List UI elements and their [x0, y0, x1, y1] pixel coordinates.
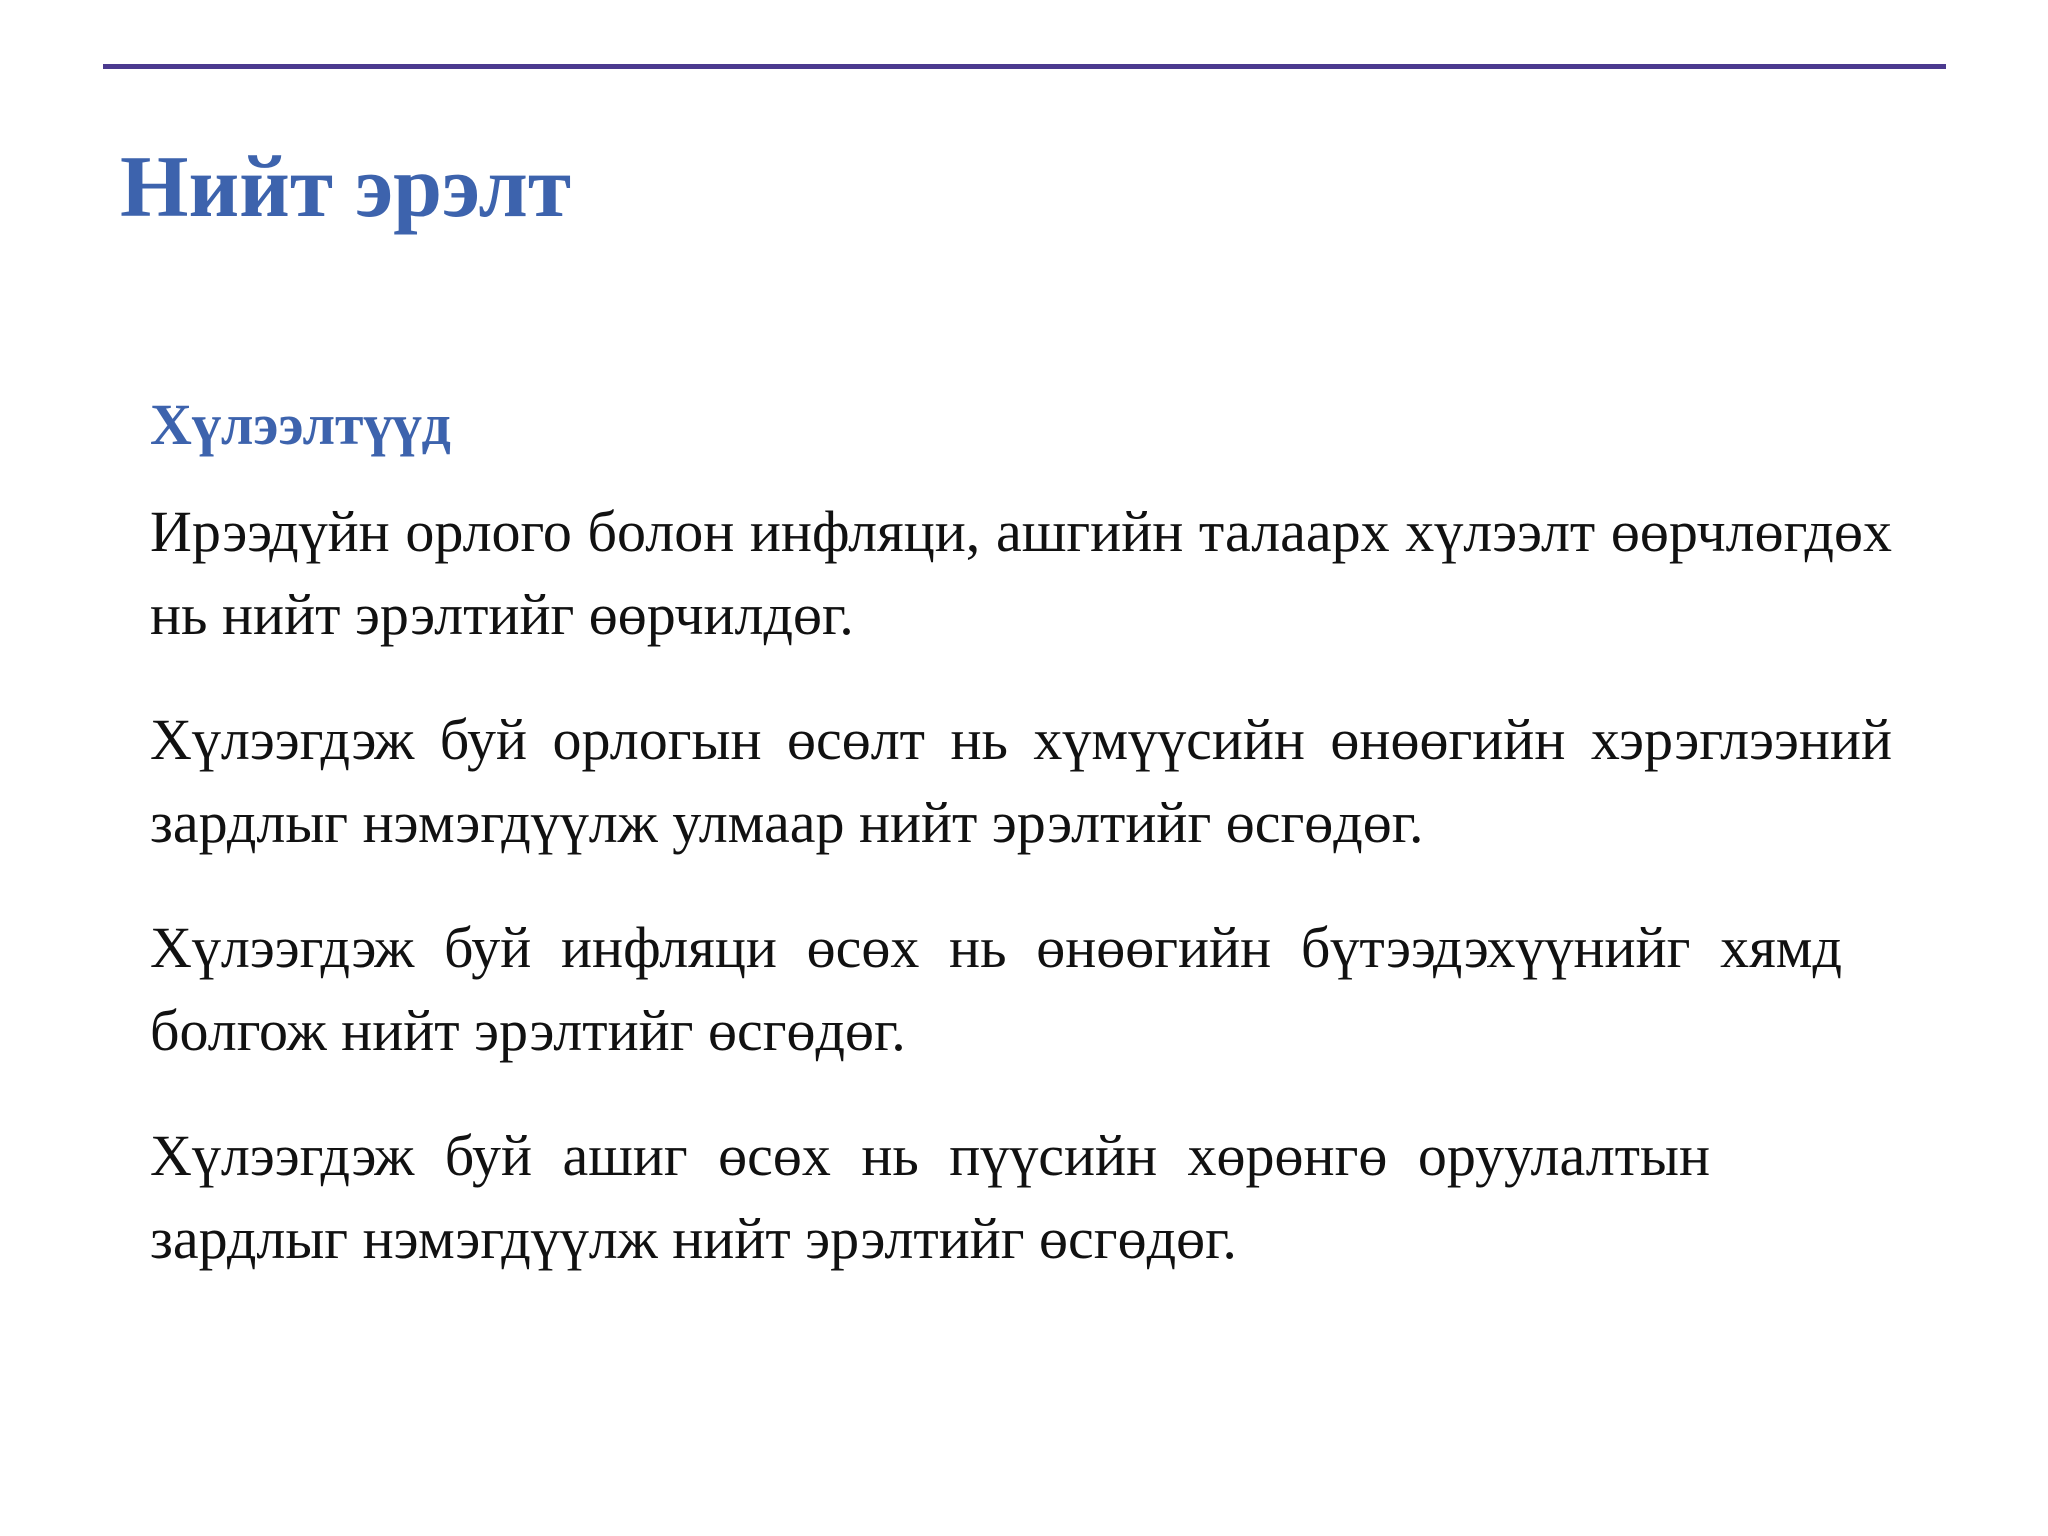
slide-title: Нийт эрэлт: [120, 139, 572, 236]
paragraph-expectations-overview: Ирээдүйн орлого болон инфляци, ашгийн талаарх хүлээлт өөрчлөгдөх нь нийт эрэлтийг өөрчилдөг.: [150, 498, 1892, 647]
paragraph-expected-income: Хүлээгдэж буй орлогын өсөлт нь хүмүүсийн өнөөгийн хэрэглээний зардлыг нэмэгдүүлж улмаар нийт эрэлтийг өсгөдөг.: [150, 706, 1892, 855]
top-divider-line: [103, 64, 1946, 69]
section-heading: Хүлээлтүүд: [150, 392, 451, 457]
paragraph-expected-profit: Хүлээгдэж буй ашиг өсөх нь пүүсийн хөрөнгө оруулалтын зардлыг нэмэгдүүлж нийт эрэлтийг өсгөдөг.: [150, 1122, 1710, 1271]
paragraph-expected-inflation: Хүлээгдэж буй инфляци өсөх нь өнөөгийн бүтээдэхүүнийг хямд болгож нийт эрэлтийг өсгөдөг.: [150, 914, 1842, 1063]
slide-body: [150, 390, 1890, 1280]
